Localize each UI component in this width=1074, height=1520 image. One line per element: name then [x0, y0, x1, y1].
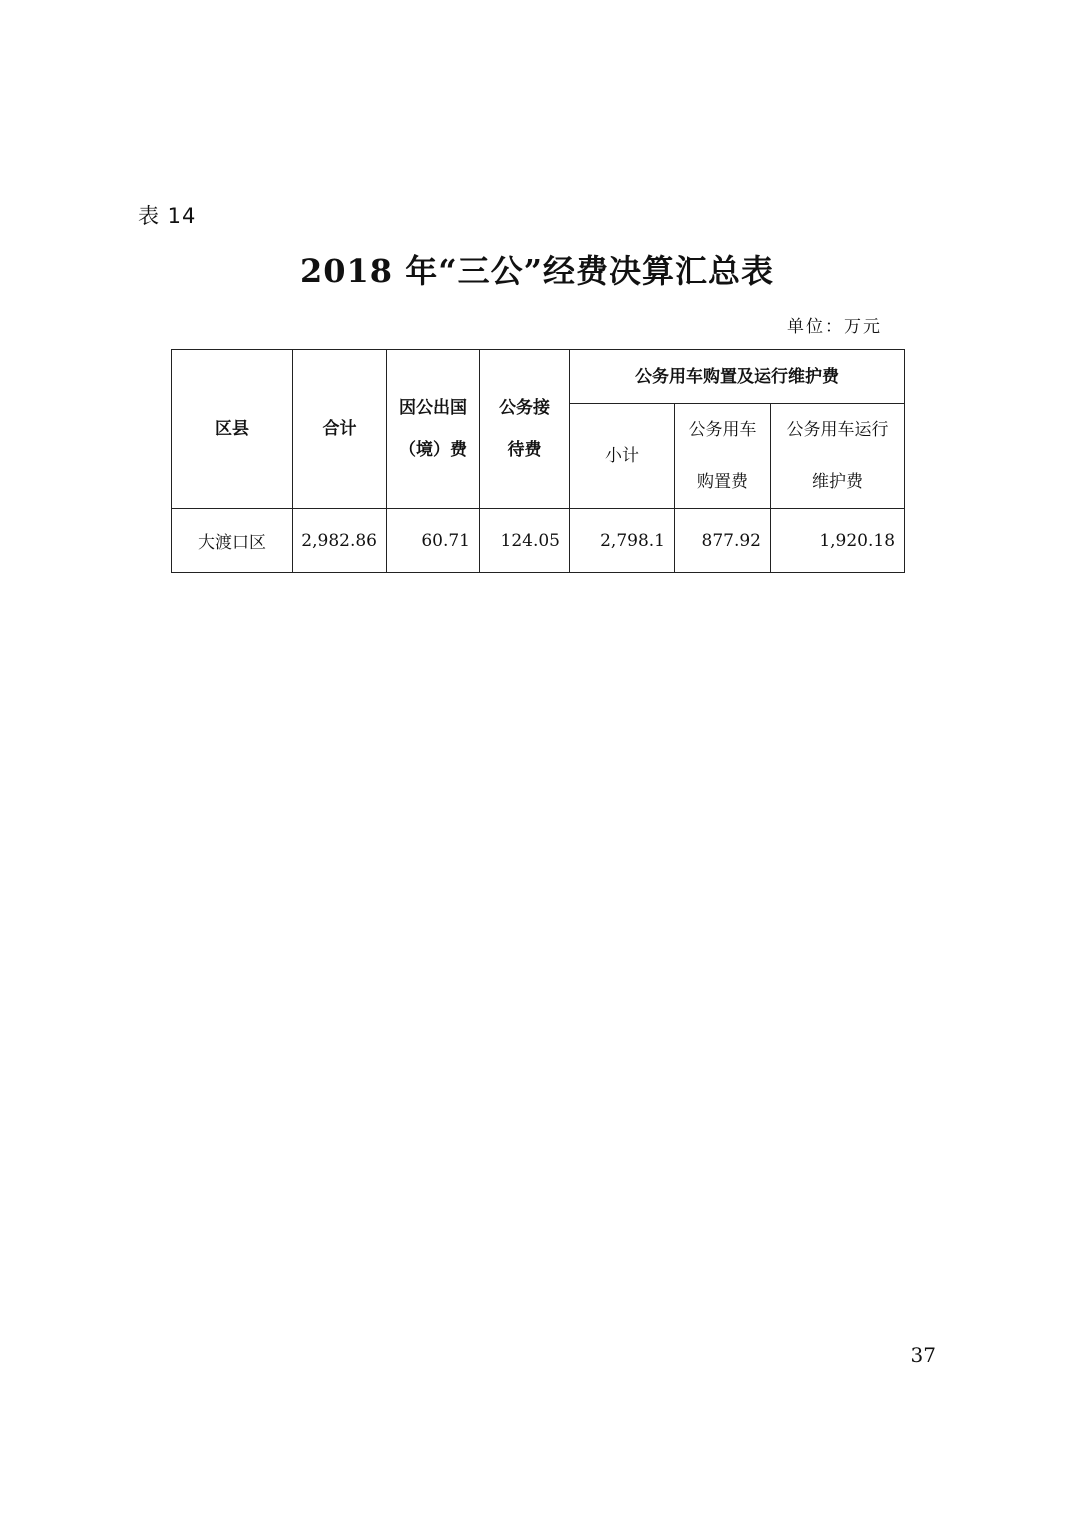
- header-reception-line1: 公务接: [499, 398, 550, 418]
- header-total: 合计: [293, 350, 387, 509]
- cell-reception: 124.05: [480, 509, 570, 573]
- header-purchase: [675, 404, 771, 509]
- header-district: 区县: [172, 350, 293, 509]
- header-reception-line2: 待费: [507, 440, 542, 460]
- page-title: 2018 年“三公”经费决算汇总表: [299, 252, 775, 290]
- cell-operation: 1,920.18: [771, 509, 905, 573]
- unit-label: 单位：万元: [787, 317, 882, 337]
- table-number: 表 14: [138, 204, 197, 228]
- header-reception: [480, 350, 570, 509]
- summary-table: [171, 349, 905, 573]
- header-purchase-line2: 购置费: [697, 472, 748, 492]
- header-operation: [771, 404, 905, 509]
- header-overseas: [387, 350, 480, 509]
- header-overseas-line2: （境）费: [399, 440, 467, 460]
- header-operation-line2: 维护费: [812, 472, 863, 492]
- table-row: [172, 509, 905, 573]
- cell-purchase: 877.92: [675, 509, 771, 573]
- header-purchase-line1: 公务用车: [688, 420, 757, 440]
- cell-district: 大渡口区: [172, 509, 293, 573]
- header-vehicle-group: 公务用车购置及运行维护费: [570, 350, 905, 404]
- cell-subtotal: 2,798.1: [570, 509, 675, 573]
- cell-total: 2,982.86: [293, 509, 387, 573]
- cell-overseas: 60.71: [387, 509, 480, 573]
- header-operation-line1: 公务用车运行: [786, 420, 889, 440]
- header-overseas-line1: 因公出国: [399, 398, 467, 418]
- header-row-1: [172, 350, 905, 404]
- header-subtotal: 小计: [570, 404, 675, 509]
- page-number: 37: [910, 1343, 936, 1367]
